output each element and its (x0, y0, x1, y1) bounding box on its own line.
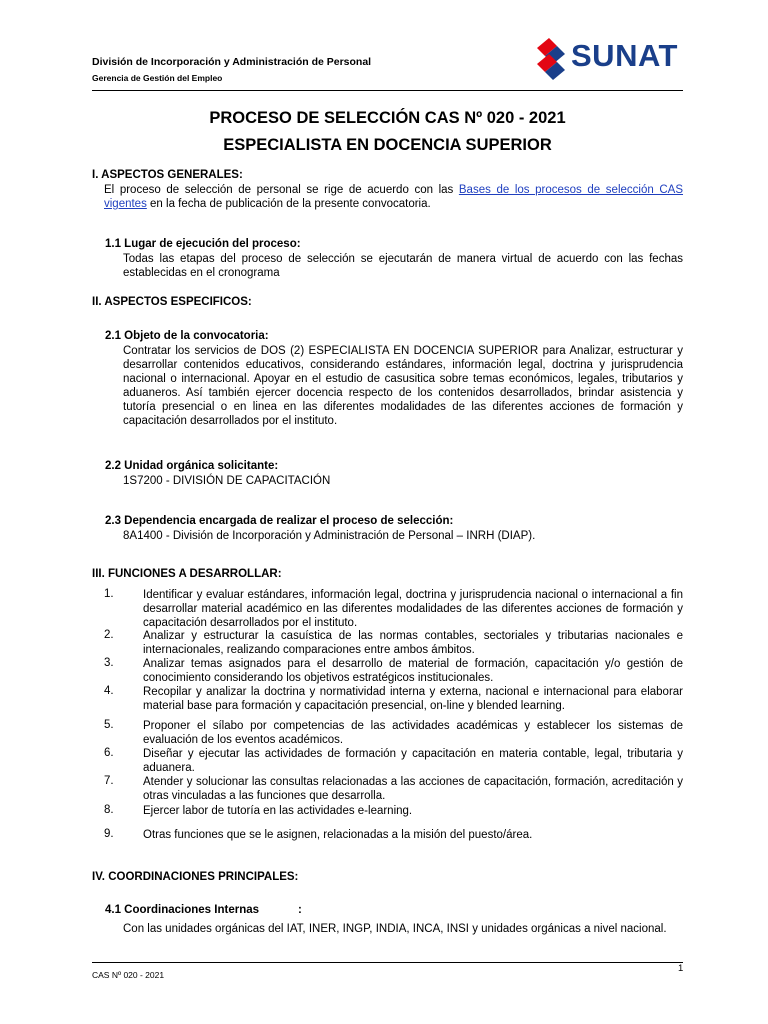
page-number: 1 (678, 963, 684, 974)
subheading-objeto-convocatoria: 2.1 Objeto de la convocatoria: (105, 330, 269, 342)
function-number: 8. (104, 804, 114, 816)
footer-reference: CAS Nº 020 - 2021 (92, 970, 165, 980)
paragraph-dependencia: 8A1400 - División de Incorporación y Administración de Personal – INRH (DIAP). (123, 530, 536, 542)
intro-text-before: El proceso de selección de personal se rige de acuerdo con las (104, 184, 459, 196)
function-number: 1. (104, 588, 114, 600)
header-division: División de Incorporación y Administración de Personal (92, 56, 372, 68)
subheading-dependencia: 2.3 Dependencia encargada de realizar el proceso de selección: (105, 515, 454, 527)
section-heading-coordinaciones: IV. COORDINACIONES PRINCIPALES: (92, 871, 299, 883)
sunat-logo-text: SUNAT (571, 38, 678, 73)
function-number: 4. (104, 685, 114, 697)
paragraph-objeto-convocatoria: Contratar los servicios de DOS (2) ESPECIALISTA EN DOCENCIA SUPERIOR para Analizar, estructurar y desarrollar contenidos educativos, considerando estándares, información legal, doctrina y jurisprudencia nacional o internacional. Apoyar en el estudio de casusitica sobre temas económicos, legales, tributarios y aduaneros. Así también ejercer docencia respecto de los contenidos desarrollados, brindar asistencia y tutoría presencial o en linea en las diferentes modalidades de las diferentes acciones de formación y capacitación desarrollados por el instituto. (123, 345, 683, 427)
function-text: Recopilar y analizar la doctrina y normatividad interna y externa, nacional e internacional para elaborar material base para formación y capacitación presencial, on-line y blended learning. (143, 686, 683, 712)
sunat-logo-icon (531, 34, 571, 84)
section-heading-aspectos-generales: I. ASPECTOS GENERALES: (92, 169, 243, 181)
function-text: Atender y solucionar las consultas relacionadas a las acciones de capacitación, formación, acreditación y otras vinculadas a las funciones que desarrolla. (143, 776, 683, 802)
function-text: Diseñar y ejecutar las actividades de formación y capacitación en materia contable, legal, tributaria y aduanera. (143, 748, 683, 774)
function-number: 7. (104, 775, 114, 787)
sunat-logo (531, 34, 683, 84)
function-text: Proponer el sílabo por competencias de las actividades académicas y establecer los sistemas de evaluación de los eventos académicos. (143, 720, 683, 746)
function-text: Identificar y evaluar estándares, información legal, doctrina y jurisprudencia nacional o internacional a fin desarrollar material académico en las diferentes modalidades de las diferentes acciones de formación y capacitación desarrollados por el instituto. (143, 589, 683, 629)
paragraph-unidad-organica: 1S7200 - DIVISIÓN DE CAPACITACIÓN (123, 475, 331, 487)
header-divider (92, 90, 683, 91)
document-title: PROCESO DE SELECCIÓN CAS Nº 020 - 2021 (209, 109, 566, 127)
function-number: 3. (104, 657, 114, 669)
intro-text-after: en la fecha de publicación de la presente convocatoria. (146, 198, 431, 210)
section-intro-paragraph (104, 183, 683, 211)
bases-cas-link[interactable]: Bases de los procesos de selección CAS vigentes (104, 184, 683, 210)
header-gerencia: Gerencia de Gestión del Empleo (92, 73, 223, 83)
paragraph-lugar-ejecucion: Todas las etapas del proceso de selección se ejecutarán de manera virtual de acuerdo con las fechas establecidas en el cronograma (123, 253, 683, 279)
function-number: 9. (104, 828, 114, 840)
function-text: Ejercer labor de tutoría en las actividades e-learning. (143, 805, 413, 817)
function-number: 2. (104, 629, 114, 641)
footer-divider (92, 962, 683, 963)
subheading-unidad-organica: 2.2 Unidad orgánica solicitante: (105, 460, 279, 472)
section-heading-funciones: III. FUNCIONES A DESARROLLAR: (92, 568, 282, 580)
section-heading-aspectos-especificos: II. ASPECTOS ESPECIFICOS: (92, 296, 252, 308)
function-text: Analizar temas asignados para el desarrollo de material de formación, capacitación y/o gestión de conocimiento considerando los objetivos estratégicos institucionales. (143, 658, 683, 684)
subheading-coordinaciones-internas: 4.1 Coordinaciones Internas (105, 904, 260, 916)
document-subtitle: ESPECIALISTA EN DOCENCIA SUPERIOR (223, 136, 552, 154)
function-number: 6. (104, 747, 114, 759)
paragraph-coordinaciones-internas: Con las unidades orgánicas del IAT, INER, INGP, INDIA, INCA, INSI y unidades orgánicas a nivel nacional. (123, 923, 667, 935)
subheading-colon: : (298, 904, 302, 916)
function-text: Analizar y estructurar la casuística de las normas contables, sectoriales y tributarias nacionales e internacionales, realizando comparaciones entre ambos ámbitos. (143, 630, 683, 656)
function-number: 5. (104, 719, 114, 731)
subheading-lugar-ejecucion: 1.1 Lugar de ejecución del proceso: (105, 238, 301, 250)
function-text: Otras funciones que se le asignen, relacionadas a la misión del puesto/área. (143, 829, 533, 841)
